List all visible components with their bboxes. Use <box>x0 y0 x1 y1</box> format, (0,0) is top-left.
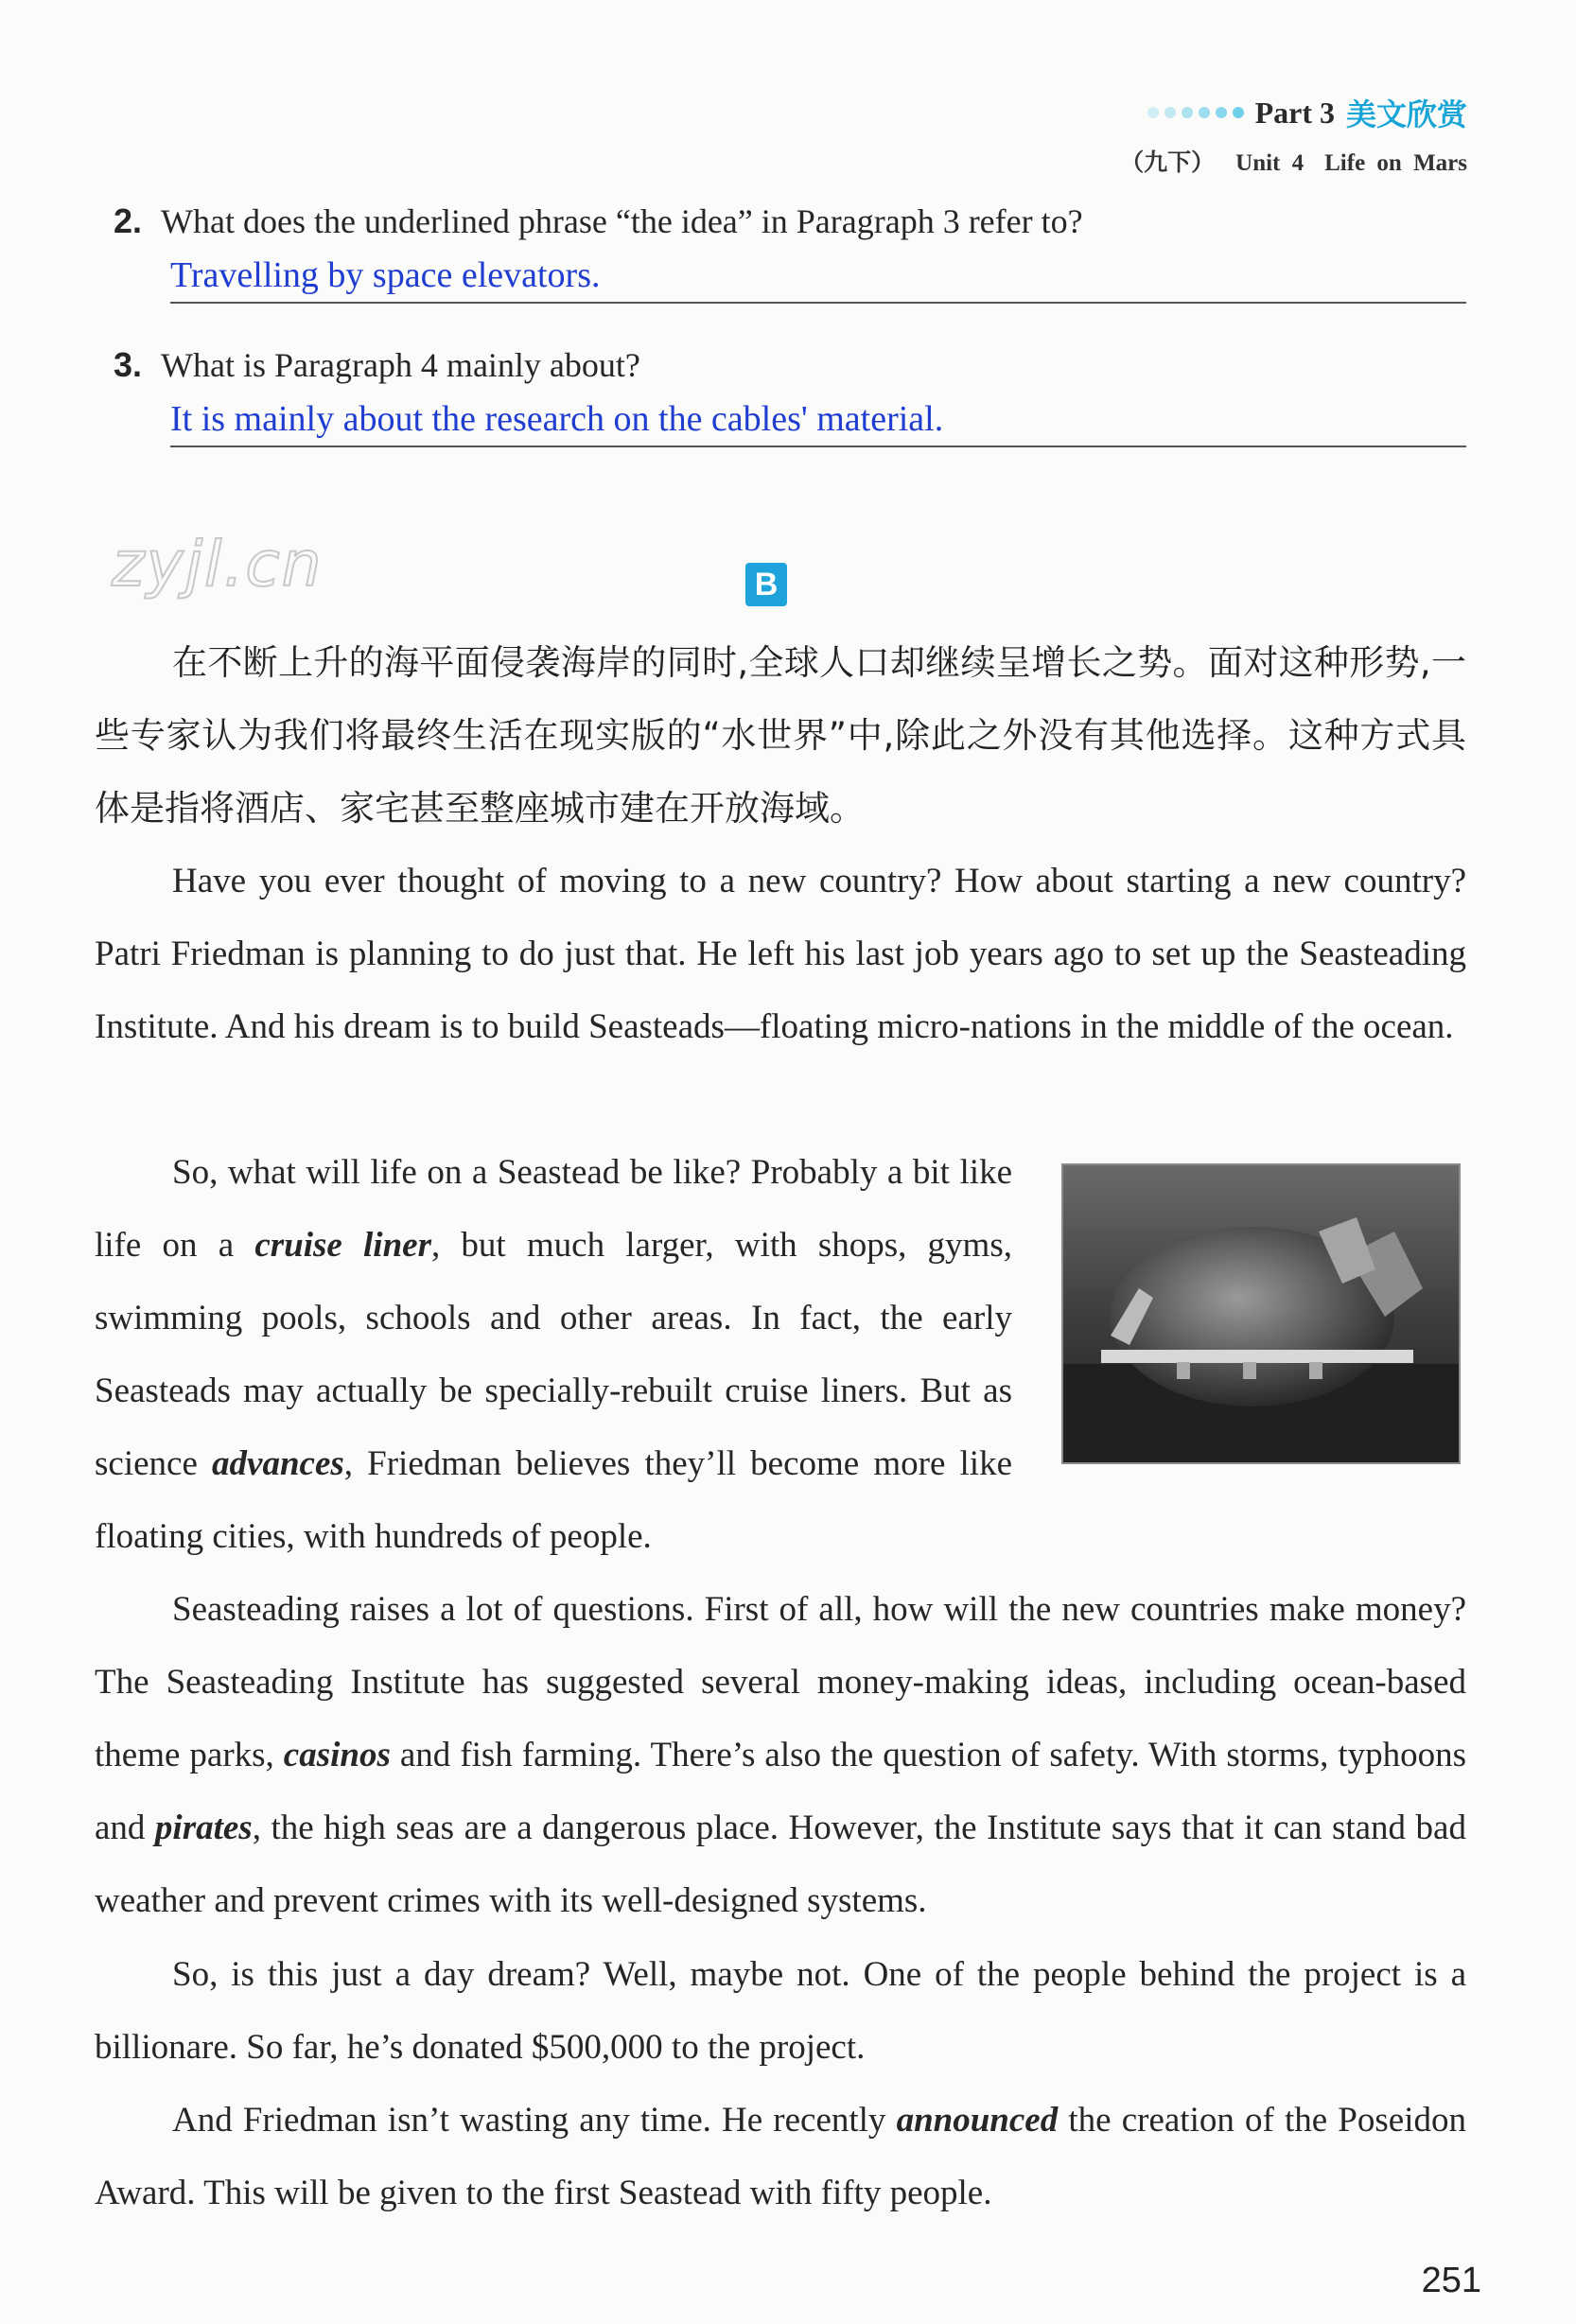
paragraph-text: , but much larger, with shops, gyms, swimming pools, schools and other areas. In fact, the early Seasteads may actually be specially-rebuilt cruise liners. But as science <box>95 1226 1012 1483</box>
watermark: zyjl.cn <box>112 528 324 601</box>
question-text <box>114 345 1466 385</box>
paragraph-3 <box>95 1573 1466 1937</box>
page-number: 251 <box>1421 2261 1481 2300</box>
paragraph-text: So, what will life on a Seastead be like? Probably a bit like life on a <box>95 1153 1012 1265</box>
vocab-term: cruise liner <box>254 1226 431 1265</box>
page-header <box>1099 91 1467 178</box>
answer-line: Travelling by space elevators. <box>170 254 1466 304</box>
paragraph-text: Seasteading raises a lot of questions. First of all, how will the new countries make money? The Seasteading Institute has suggested several money-making ideas, including ocean-based theme parks, <box>95 1590 1466 1774</box>
vocab-term: announced <box>896 2101 1059 2140</box>
paragraph-text: , the high seas are a dangerous place. However, the Institute says that it can stand bad weather and prevent crimes with its well-designed systems. <box>95 1809 1466 1920</box>
unit-label: Unit 4 <box>1235 150 1305 176</box>
question-number: 3. <box>114 345 143 384</box>
vocab-term: pirates <box>154 1809 253 1847</box>
header-part-line <box>1099 91 1467 134</box>
paragraph-text: , Friedman believes they’ll become more like floating cities, with hundreds of people. <box>95 1444 1012 1556</box>
question-prompt: What does the underlined phrase “the idea” in Paragraph 3 refer to? <box>161 202 1083 240</box>
question-prompt: What is Paragraph 4 mainly about? <box>161 346 640 384</box>
question-3 <box>114 345 1466 447</box>
section-badge: B <box>745 563 787 606</box>
grade-label: （九下） <box>1120 150 1216 176</box>
seastead-dome-image <box>1063 1165 1459 1462</box>
question-text <box>114 201 1466 241</box>
decorative-dots-icon <box>1147 107 1244 118</box>
paragraph-1: Have you ever thought of moving to a new country? How about starting a new country? Patri Friedman is planning to do just that. He left his last job years ago to set up the Seasteading Institute. And his dream is to build Seasteads—floating micro-nations in the middle of the ocean. <box>95 862 1466 1046</box>
paragraph-text: And Friedman isn’t wasting any time. He recently <box>172 2101 897 2140</box>
part-label: Part 3 <box>1254 95 1335 130</box>
vocab-term: advances <box>212 1444 344 1483</box>
question-number: 2. <box>114 201 143 240</box>
paragraph-2 <box>95 1136 1012 1573</box>
header-unit-line <box>1099 144 1467 178</box>
answer-line: It is mainly about the research on the cables' material. <box>170 398 1466 447</box>
unit-title: Life on Mars <box>1324 150 1467 176</box>
paragraph-text: and fish farming. There’s also the question of safety. With storms, typhoons and <box>95 1736 1467 1847</box>
chinese-intro: 在不断上升的海平面侵袭海岸的同时,全球人口却继续呈增长之势。面对这种形势,一些专家认为我们将最终生活在现实版的“水世界”中,除此之外没有其他选择。这种方式具体是指将酒店、家宅甚至整座城市建在开放海域。 <box>95 642 1466 829</box>
vocab-term: casinos <box>283 1736 391 1774</box>
seastead-photo <box>1061 1163 1461 1464</box>
paragraph-5 <box>95 2084 1466 2229</box>
paragraph-4: So, is this just a day dream? Well, maybe not. One of the people behind the project is a billionare. So far, he’s donated $500,000 to the project. <box>95 1955 1466 2067</box>
part-title-cn: 美文欣赏 <box>1345 96 1467 132</box>
question-2 <box>114 201 1466 304</box>
paragraph-text: the creation of the Poseidon Award. This will be given to the first Seastead with fifty people. <box>95 2101 1466 2212</box>
